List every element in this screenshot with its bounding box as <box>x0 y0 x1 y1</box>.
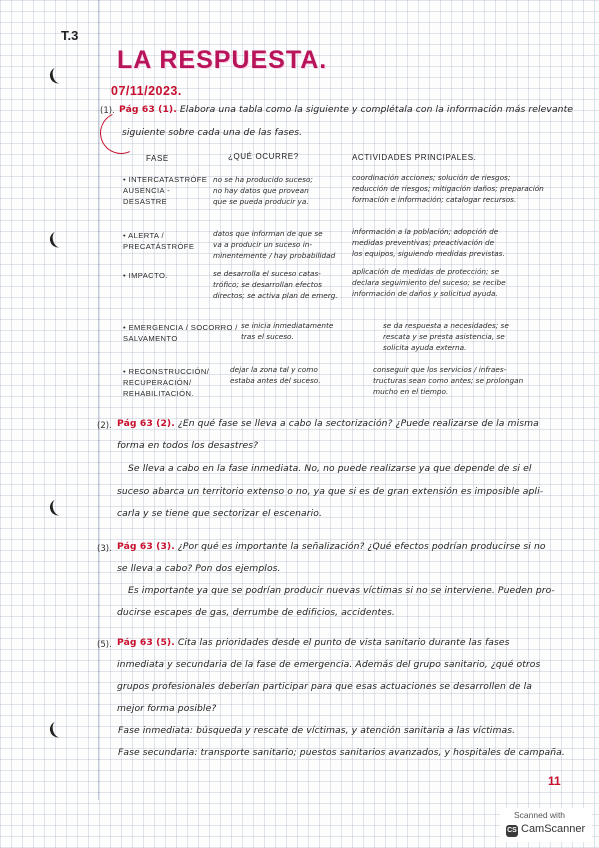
table-row-actividades: conseguir que los servicios / infraes- tructuras sean como antes; se prolongan mucho en el tiempo. <box>373 365 524 396</box>
q3-ref: Pág 63 (3). <box>117 541 175 552</box>
binder-hole-icon <box>48 67 63 85</box>
table-header-actividades: ACTIVIDADES PRINCIPALES. <box>352 153 477 162</box>
q2-ref: Pág 63 (2). <box>117 418 175 429</box>
table-row-fase: • INTERCATASTRÓFE AUSENCIA - DESASTRE <box>123 175 208 206</box>
margin-line <box>98 0 99 800</box>
table-row-fase: • RECONSTRUCCIÓN/ RECUPERACIÓN/ REHABILITACIÓN. <box>123 367 210 398</box>
table-row-actividades: información a la población; adopción de medidas preventivas; preactivación de los equipos, siguiendo medidas previstas. <box>352 227 505 258</box>
q5-answer-line2: Fase secundaria: transporte sanitario; puestos sanitarios avanzados, y hospitales de campaña. <box>118 747 565 758</box>
q2-question-line1: Pág 63 (2). ¿En qué fase se lleva a cabo la sectorización? ¿Puede realizarse de la misma <box>117 418 539 429</box>
scanner-label: Scanned with <box>514 810 566 820</box>
q2-number: (2). <box>97 421 112 431</box>
table-row-ocurre: no se ha producido suceso; no hay datos que provean que se pueda producir ya. <box>213 175 313 206</box>
table-row-ocurre: se desarrolla el suceso catas- trófico; se desarrollan efectos directos; se activa plan de emerg. <box>213 269 338 300</box>
binder-hole-icon <box>48 231 63 249</box>
q1-text-line1: Elabora una tabla como la siguiente y complétala con la información más relevante <box>179 104 574 115</box>
q1-ref: Pág 63 (1). <box>119 104 177 115</box>
table-header-ocurre: ¿QUÉ OCURRE? <box>228 152 299 161</box>
q3-answer-line2: ducirse escapes de gas, derrumbe de edificios, accidentes. <box>117 607 395 618</box>
scanner-brand: CamScanner <box>521 823 586 835</box>
table-row-fase: • IMPACTO. <box>123 271 168 280</box>
q2-question-line2: forma en todos los desastres? <box>117 440 259 451</box>
unit-label: T.3 <box>61 28 79 43</box>
table-row-ocurre: se inicia inmediatamente tras el suceso. <box>241 321 334 341</box>
table-row-fase: • ALERTA / PRECATÁSTRÓFE <box>123 231 195 251</box>
table-row-ocurre: dejar la zona tal y como estaba antes del suceso. <box>230 365 321 385</box>
q5-question-line4: mejor forma posible? <box>117 703 217 714</box>
q2-answer-line2: suceso abarca un territorio extenso o no, ya que si es de gran extensión es imposible apli- <box>117 486 544 497</box>
q5-answer-line1: Fase inmediata: búsqueda y rescate de víctimas, y atención sanitaria a las víctimas. <box>118 725 516 736</box>
page-title: LA RESPUESTA. <box>117 46 328 74</box>
q2-answer-line3: carla y se tiene que sectorizar el escenario. <box>117 508 322 519</box>
q3-question-line2: se lleva a cabo? Pon dos ejemplos. <box>117 563 281 574</box>
binder-hole-icon <box>48 499 63 517</box>
table-row-fase: • EMERGENCIA / SOCORRO / SALVAMENTO <box>123 323 238 343</box>
q1-number: (1). <box>100 106 115 116</box>
table-row-actividades: coordinación acciones; solución de riesgos; reducción de riesgos; mitigación daños; preparación formación e información; catalogar recursos. <box>352 173 544 204</box>
table-row-actividades: aplicación de medidas de protección; se declara seguimiento del suceso; se recibe información de daños y solicitud ayuda. <box>352 267 506 298</box>
q1-text-line2: siguiente sobre cada una de las fases. <box>122 127 303 138</box>
page-number: 11 <box>548 774 561 788</box>
q5-question-line3: grupos profesionales deberían participar para que esas actuaciones se desarrollen de la <box>117 681 533 692</box>
q5-number: (5). <box>97 640 112 650</box>
q5-question-line2: inmediata y secundaria de la fase de emergencia. Además del grupo sanitario, ¿qué otros <box>117 659 541 670</box>
date: 07/11/2023. <box>111 84 182 98</box>
q3-answer-line1: Es importante ya que se podrían producir nuevas víctimas si no se interviene. Pueden pro- <box>128 585 555 596</box>
table-row-actividades: se da respuesta a necesidades; se rescata y se presta asistencia, se solicita ayuda externa. <box>383 321 509 352</box>
binder-hole-icon <box>48 721 63 739</box>
camscanner-logo-icon: CS <box>506 825 518 837</box>
table-header-fase: FASE <box>146 154 169 163</box>
q2-answer-line1: Se lleva a cabo en la fase inmediata. No, no puede realizarse ya que depende de si el <box>128 463 532 474</box>
q3-number: (3). <box>97 544 112 554</box>
scanner-watermark <box>500 808 592 842</box>
q1-line1 <box>119 104 573 115</box>
q3-question-line1: Pág 63 (3). ¿Por qué es importante la señalización? ¿Qué efectos podrían producirse si no <box>117 541 546 552</box>
table-row-ocurre: datos que informan de que se va a producir un suceso in- minentemente / hay probabilidad <box>213 229 336 260</box>
q5-question-line1: Pág 63 (5). Cita las prioridades desde el punto de vista sanitario durante las fases <box>117 637 510 648</box>
q5-ref: Pág 63 (5). <box>117 637 175 648</box>
